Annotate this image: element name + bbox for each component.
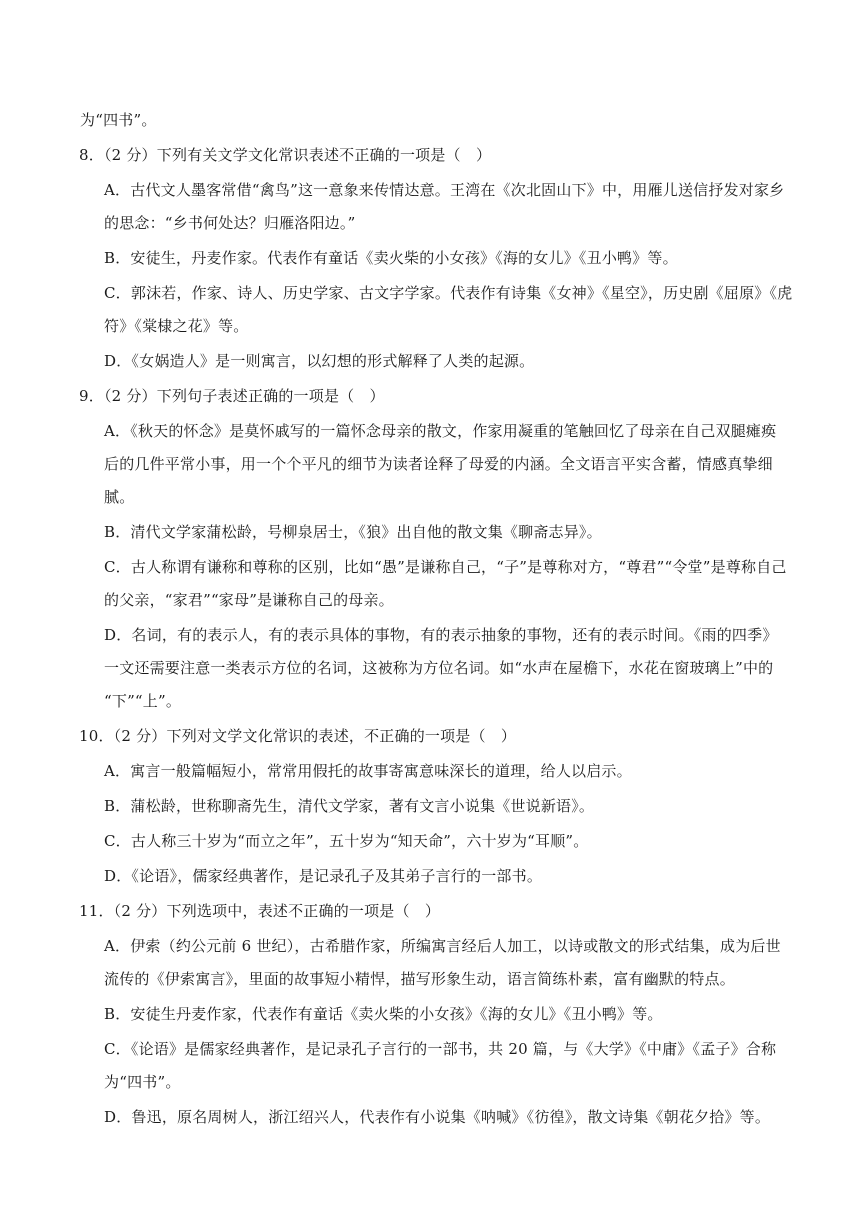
- question-9-option-a-cont: 后的几件平常小事，用一个个平凡的细节为读者诠释了母爱的内涵。全文语言平实含蓄，情感真挚细: [104, 455, 773, 473]
- question-9-option-d: D．名词，有的表示人，有的表示具体的事物，有的表示抽象的事物，还有的表示时间。《雨的四季》: [104, 626, 778, 644]
- question-10-stem: 10．（2 分）下列对文学文化常识的表述，不正确的一项是（ ）: [79, 727, 517, 745]
- question-8-option-c-cont: 符》《棠棣之花》等。: [104, 317, 249, 335]
- question-9-option-d-cont: 一文还需要注意一类表示方位的名词，这被称为方位名词。如“水声在屋檐下，水花在窗玻璃上”中的: [104, 659, 774, 677]
- question-11-option-d: D．鲁迅，原名周树人，浙江绍兴人，代表作有小说集《呐喊》《彷徨》，散文诗集《朝花夕拾》等。: [104, 1108, 771, 1126]
- question-9-option-d-cont2: “下”“上”。: [104, 692, 182, 710]
- question-8-option-a: A．古代文人墨客常借“禽鸟”这一意象来传情达意。王湾在《次北固山下》中，用雁儿送信抒发对家乡: [104, 181, 785, 199]
- question-8-option-c: C．郭沫若，作家、诗人、历史学家、古文字学家。代表作有诗集《女神》《星空》，历史剧《屈原》《虎: [104, 284, 793, 302]
- question-8-option-d: D．《女娲造人》是一则寓言，以幻想的形式解释了人类的起源。: [104, 352, 535, 370]
- question-11-option-a: A．伊索（约公元前 6 世纪），古希腊作家，所编寓言经后人加工，以诗或散文的形式结集，成为后世: [104, 937, 781, 955]
- question-8-stem: 8．（2 分）下列有关文学文化常识表述不正确的一项是（ ）: [79, 146, 492, 164]
- question-9-option-c: C．古人称谓有谦称和尊称的区别，比如“愚”是谦称自己，“子”是尊称对方，“尊君”“令堂”是尊称自己: [104, 558, 787, 576]
- question-9-option-a-cont2: 腻。: [104, 488, 135, 506]
- question-11-option-c-cont: 为“四书”。: [104, 1073, 181, 1091]
- question-9-option-c-cont: 的父亲，“家君”“家母”是谦称自己的母亲。: [104, 591, 394, 609]
- question-11-stem: 11．（2 分）下列选项中，表述不正确的一项是（ ）: [79, 902, 441, 920]
- question-8-option-a-cont: 的思念：“乡书何处达？归雁洛阳边。”: [104, 214, 356, 232]
- question-9-option-a: A．《秋天的怀念》是莫怀戚写的一篇怀念母亲的散文，作家用凝重的笔触回忆了母亲在自己双腿瘫痪: [104, 422, 777, 440]
- question-9-stem: 9．（2 分）下列句子表述正确的一项是（ ）: [79, 387, 385, 405]
- continuation-text: 为“四书”。: [80, 111, 157, 129]
- question-8-option-b: B．安徒生，丹麦作家。代表作有童话《卖火柴的小女孩》《海的女儿》《丑小鸭》等。: [104, 249, 678, 267]
- question-11-option-b: B．安徒生丹麦作家，代表作有童话《卖火柴的小女孩》《海的女儿》《丑小鸭》等。: [104, 1005, 663, 1023]
- question-10-option-d: D．《论语》，儒家经典著作，是记录孔子及其弟子言行的一部书。: [104, 867, 543, 885]
- question-11-option-c: C．《论语》是儒家经典著作，是记录孔子言行的一部书，共 20 篇，与《大学》《中庸》《孟子》合称: [104, 1040, 777, 1058]
- question-10-option-c: C．古人称三十岁为“而立之年”，五十岁为“知天命”，六十岁为“耳顺”。: [104, 832, 589, 850]
- question-10-option-a: A．寓言一般篇幅短小，常常用假托的故事寄寓意味深长的道理，给人以启示。: [104, 762, 632, 780]
- question-9-option-b: B．清代文学家蒲松龄，号柳泉居士，《狼》出自他的散文集《聊斋志异》。: [104, 523, 602, 541]
- question-11-option-a-cont: 流传的《伊索寓言》，里面的故事短小精悍，描写形象生动，语言简练朴素，富有幽默的特点。: [104, 970, 735, 988]
- question-10-option-b: B．蒲松龄，世称聊斋先生，清代文学家，著有文言小说集《世说新语》。: [104, 797, 595, 815]
